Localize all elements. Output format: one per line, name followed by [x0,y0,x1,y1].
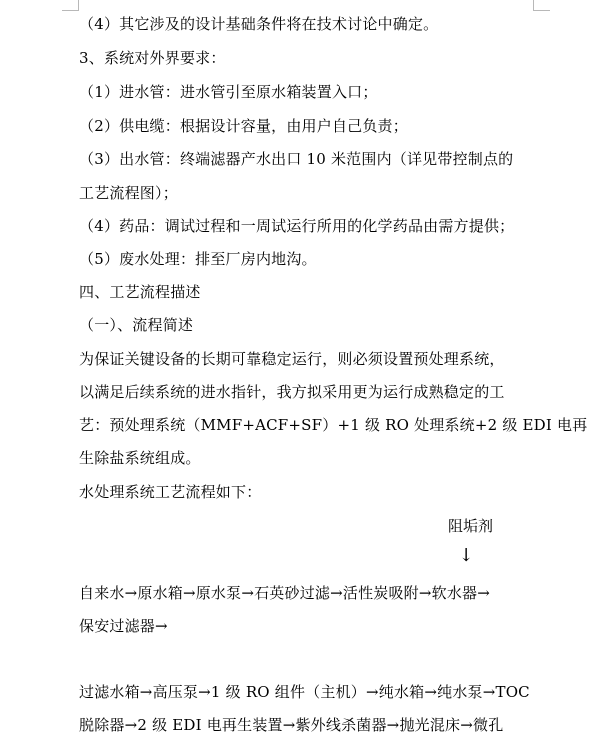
process-flow-line-4: 脱除器→2 级 EDI 电再生装置→紫外线杀菌器→抛光混床→微孔 [79,716,504,734]
section-heading-requirements: 3、系统对外界要求： [79,49,226,67]
antiscalant-label: 阻垢剂 [448,517,494,535]
section-heading-process: 四、工艺流程描述 [79,283,201,301]
subsection-heading-overview: （一）、流程简述 [79,316,194,334]
requirement-power-cable: （2）供电缆：根据设计容量，由用户自己负责； [79,117,408,135]
process-flow-line-2: 保安过滤器→ [79,617,168,635]
process-overview-line-3: 艺：预处理系统（MMF+ACF+SF）+1 级 RO 处理系统+2 级 EDI 电再 [79,416,588,434]
requirement-chemicals: （4）药品：调试过程和一周试运行所用的化学药品由需方提供； [79,217,515,235]
requirement-outlet-pipe-line-2: 工艺流程图）； [79,184,178,202]
process-overview-line-4: 生除盐系统组成。 [79,449,201,467]
process-flow-intro: 水处理系统工艺流程如下： [79,483,262,501]
requirement-inlet-pipe: （1）进水管：进水管引至原水箱装置入口； [79,83,378,101]
process-overview-line-1: 为保证关键设备的长期可靠稳定运行，则必须设置预处理系统， [79,350,505,368]
page-corner-mark-right [533,0,550,11]
requirement-outlet-pipe-line-1: （3）出水管：终端滤器产水出口 10 米范围内（详见带控制点的 [79,150,514,168]
process-flow-line-1: 自来水→原水箱→原水泵→石英砂过滤→活性炭吸附→软水器→ [79,584,491,602]
process-overview-line-2: 以满足后续系统的进水指针，我方拟采用更为运行成熟稳定的工 [79,383,505,401]
requirement-wastewater: （5）废水处理：排至厂房内地沟。 [79,250,317,268]
design-conditions-item-4: （4）其它涉及的设计基础条件将在技术讨论中确定。 [79,15,439,33]
process-flow-line-3: 过滤水箱→高压泵→1 级 RO 组件（主机）→纯水箱→纯水泵→TOC [79,683,530,701]
page-corner-mark-left [62,0,79,11]
down-arrow-icon: ↓ [458,545,474,566]
